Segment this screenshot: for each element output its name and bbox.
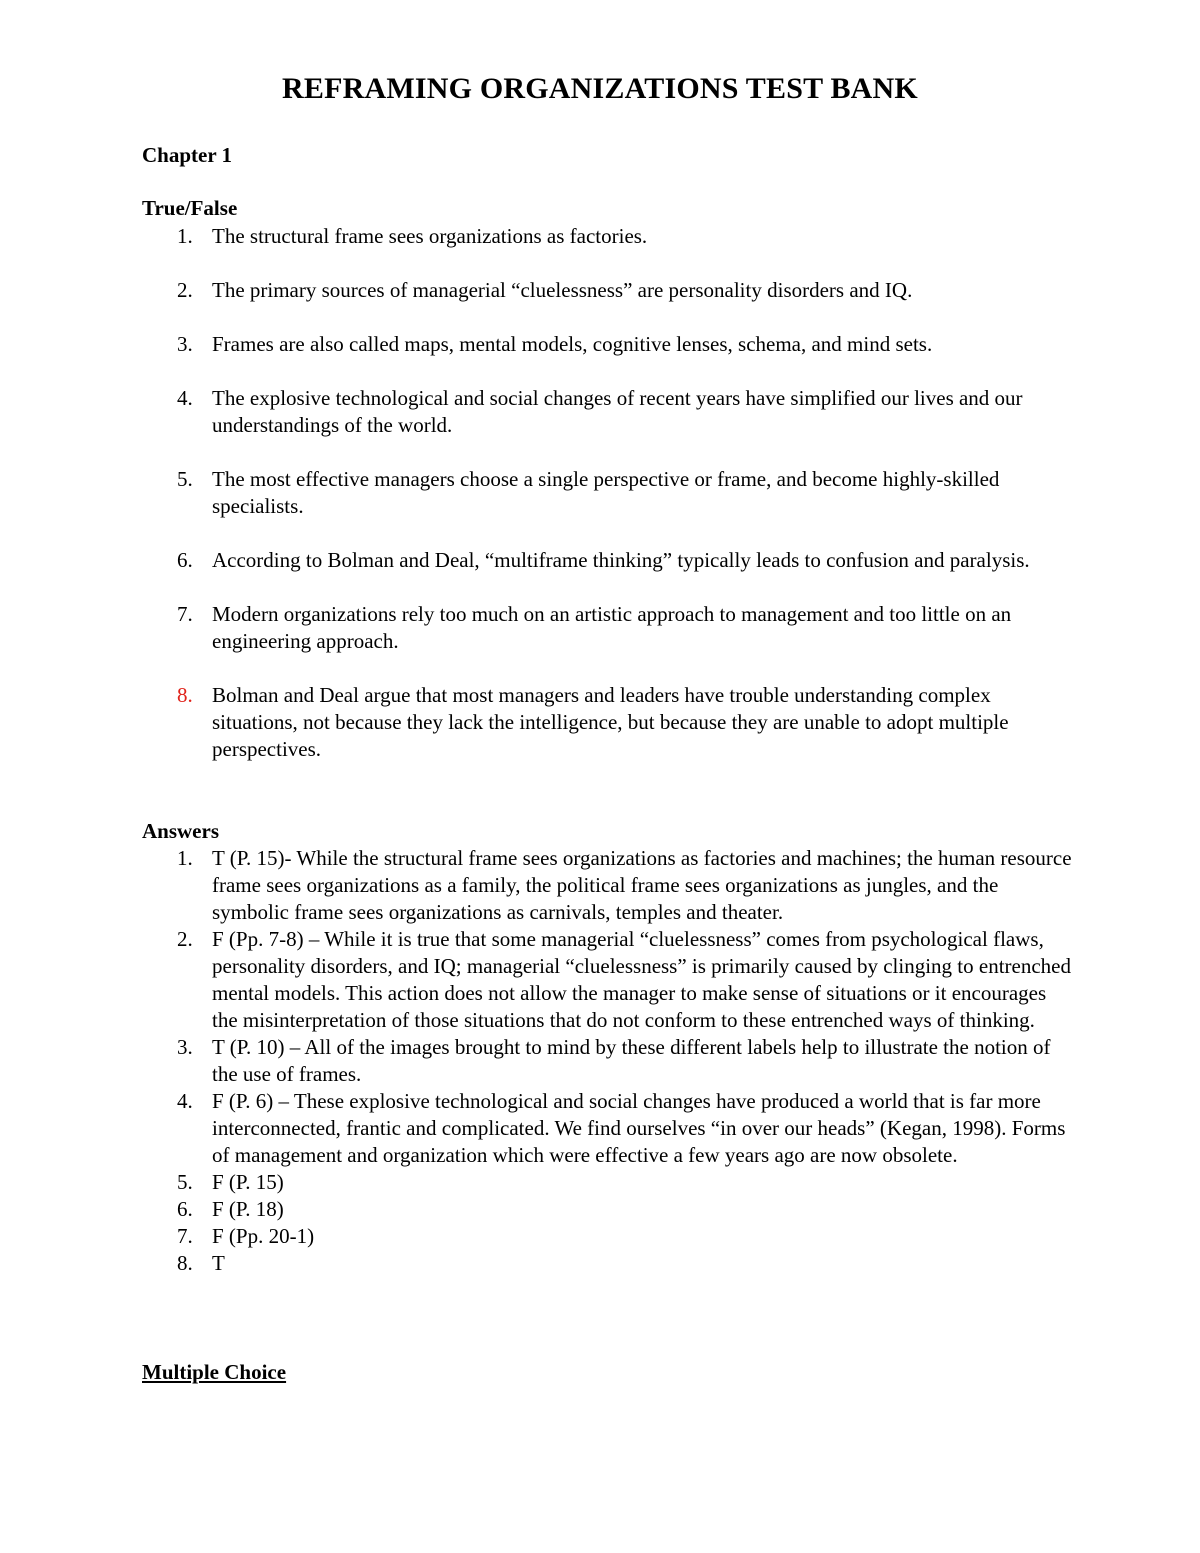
answer-item — [142, 845, 1072, 926]
answer-number: 5. — [177, 1170, 193, 1194]
true-false-heading: True/False — [142, 196, 238, 220]
question-text: The primary sources of managerial “cluelessness” are personality disorders and IQ. — [212, 278, 913, 302]
answer-item — [142, 1034, 1072, 1088]
answer-text: T (P. 10) – All of the images brought to mind by these different labels help to illustrate the notion of the use of frames. — [212, 1035, 1051, 1086]
answer-item — [142, 1250, 1072, 1277]
question-text: Bolman and Deal argue that most managers and leaders have trouble understanding complex situations, not because they lack the intelligence, but because they are unable to adopt multiple perspectives. — [212, 683, 1009, 761]
chapter-heading: Chapter 1 — [142, 143, 233, 167]
question-number: 7. — [177, 602, 193, 626]
answer-number: 4. — [177, 1089, 193, 1113]
answer-number: 2. — [177, 927, 193, 951]
question-number: 2. — [177, 278, 193, 302]
question-number: 1. — [177, 224, 193, 248]
answers-heading: Answers — [142, 819, 219, 843]
question-text: Modern organizations rely too much on an artistic approach to management and too little on an engineering approach. — [212, 602, 1012, 653]
answer-item — [142, 1196, 1072, 1223]
question-item — [142, 601, 1072, 655]
answer-item — [142, 926, 1072, 1034]
document-title: REFRAMING ORGANIZATIONS TEST BANK — [282, 72, 918, 105]
answer-item — [142, 1088, 1072, 1169]
question-item — [142, 277, 1072, 304]
question-item — [142, 223, 1072, 250]
question-item — [142, 466, 1072, 520]
answer-number: 3. — [177, 1035, 193, 1059]
question-text: Frames are also called maps, mental models, cognitive lenses, schema, and mind sets. — [212, 332, 933, 356]
question-number: 6. — [177, 548, 193, 572]
question-number: 3. — [177, 332, 193, 356]
answer-number: 1. — [177, 846, 193, 870]
answer-text: T — [212, 1251, 225, 1275]
multiple-choice-heading: Multiple Choice — [142, 1360, 287, 1384]
question-item — [142, 385, 1072, 439]
answer-number: 7. — [177, 1224, 193, 1248]
answer-text: T (P. 15)- While the structural frame sees organizations as factories and machines; the human resource frame sees organizations as a family, the political frame sees organizations as jungles, and the symbolic frame sees organizations as carnivals, temples and theater. — [212, 846, 1072, 924]
answer-text: F (Pp. 20-1) — [212, 1224, 315, 1248]
answers-list — [142, 845, 1072, 1277]
answer-text: F (P. 18) — [212, 1197, 284, 1221]
question-number: 4. — [177, 386, 193, 410]
question-text: According to Bolman and Deal, “multiframe thinking” typically leads to confusion and paralysis. — [212, 548, 1030, 572]
question-text: The structural frame sees organizations as factories. — [212, 224, 648, 248]
answer-number: 6. — [177, 1197, 193, 1221]
answer-text: F (Pp. 7-8) – While it is true that some managerial “cluelessness” comes from psychological flaws, personality disorders, and IQ; managerial “cluelessness” is primarily caused by clinging to entrenched mental models. This action does not allow the manager to make sense of situations or it encourages the misinterpretation of those situations that do not conform to these entrenched ways of thinking. — [212, 927, 1071, 1032]
answer-item — [142, 1169, 1072, 1196]
question-number-highlighted: 8. — [177, 683, 193, 707]
question-text: The explosive technological and social changes of recent years have simplified our lives and our understandings of the world. — [212, 386, 1023, 437]
answer-text: F (P. 15) — [212, 1170, 284, 1194]
question-item — [142, 331, 1072, 358]
answer-item — [142, 1223, 1072, 1250]
question-item — [142, 682, 1072, 763]
question-text: The most effective managers choose a single perspective or frame, and become highly-skilled specialists. — [212, 467, 1000, 518]
true-false-list — [142, 223, 1072, 790]
answer-number: 8. — [177, 1251, 193, 1275]
question-item — [142, 547, 1072, 574]
question-number: 5. — [177, 467, 193, 491]
answer-text: F (P. 6) – These explosive technological and social changes have produced a world that is far more interconnected, frantic and complicated. We find ourselves “in over our heads” (Kegan, 1998). Forms of management and organization which were effective a few years ago are now obsolete. — [212, 1089, 1066, 1167]
